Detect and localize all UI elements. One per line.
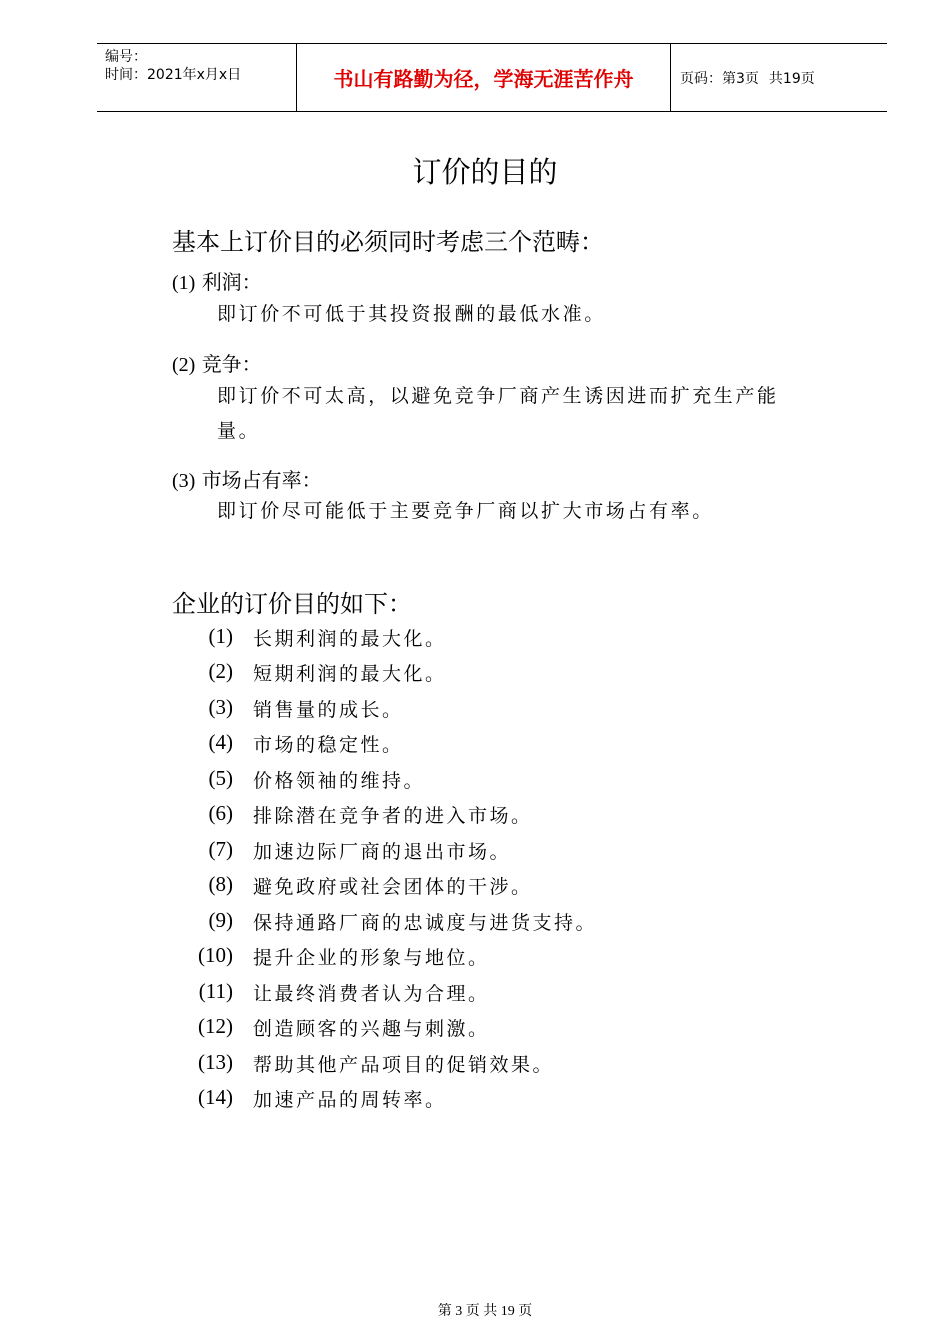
goal-text: 短期利润的最大化。	[253, 663, 447, 685]
goal-number: (12)	[198, 1014, 233, 1038]
goal-number: (7)	[208, 837, 233, 861]
goal-text: 价格领袖的维持。	[253, 770, 426, 792]
section-label: 利润：	[201, 270, 262, 294]
goal-number: (6)	[208, 801, 233, 825]
section-heading	[172, 464, 322, 493]
goals-heading: 企业的订价目的如下：	[172, 590, 412, 618]
goal-text: 加速边际厂商的退出市场。	[253, 841, 512, 863]
header-motto: 书山有路勤为径，学海无涯苦作舟	[297, 44, 671, 111]
section-label: 竞争：	[201, 352, 262, 376]
goal-number: (4)	[208, 730, 233, 754]
page-title: 订价的目的	[412, 155, 558, 189]
goal-number: (8)	[208, 872, 233, 896]
goal-text: 帮助其他产品项目的促销效果。	[253, 1054, 555, 1076]
section-heading	[172, 348, 262, 377]
section-body: 即订价不可低于其投资报酬的最低水准。	[217, 303, 606, 325]
goal-number: (13)	[198, 1050, 233, 1074]
goal-number: (5)	[208, 766, 233, 790]
page-footer: 第 3 页 共 19 页	[437, 1304, 533, 1319]
goal-text: 避免政府或社会团体的干涉。	[253, 876, 533, 898]
goal-number: (14)	[198, 1085, 233, 1109]
page-header	[97, 43, 887, 112]
goal-number: (11)	[198, 979, 233, 1003]
goal-text: 市场的稳定性。	[253, 734, 404, 756]
section-label: 市场占有率：	[201, 468, 322, 492]
header-page-label: 页码：第3页	[680, 70, 759, 87]
goal-text: 保持通路厂商的忠诚度与进货支持。	[253, 912, 598, 934]
section-number: (2)	[172, 354, 196, 376]
header-time-label: 时间：2021年x月x日	[105, 67, 242, 83]
goal-text: 创造顾客的兴趣与刺激。	[253, 1018, 490, 1040]
section-body: 即订价不可太高，以避免竞争厂商产生诱因进而扩充生产能量。	[217, 385, 779, 442]
goal-text: 加速产品的周转率。	[253, 1089, 447, 1111]
header-meta	[97, 44, 297, 111]
intro-heading: 基本上订价目的必须同时考虑三个范畴：	[172, 228, 604, 256]
section-number: (3)	[172, 470, 196, 492]
section-body: 即订价尽可能低于主要竞争厂商以扩大市场占有率。	[217, 500, 714, 522]
goal-number: (3)	[208, 695, 233, 719]
goal-text: 长期利润的最大化。	[253, 628, 447, 650]
goal-number: (1)	[208, 624, 233, 648]
section-heading	[172, 266, 262, 295]
goal-number: (2)	[208, 659, 233, 683]
header-total-label: 共19页	[768, 70, 815, 87]
goal-text: 销售量的成长。	[253, 699, 404, 721]
section-number: (1)	[172, 272, 196, 294]
header-page-info	[671, 44, 887, 111]
goal-text: 排除潜在竞争者的进入市场。	[253, 805, 533, 827]
header-number-label: 编号：	[105, 49, 147, 65]
goal-number: (9)	[208, 908, 233, 932]
goal-text: 提升企业的形象与地位。	[253, 947, 490, 969]
goal-number: (10)	[198, 943, 233, 967]
goal-text: 让最终消费者认为合理。	[253, 983, 490, 1005]
